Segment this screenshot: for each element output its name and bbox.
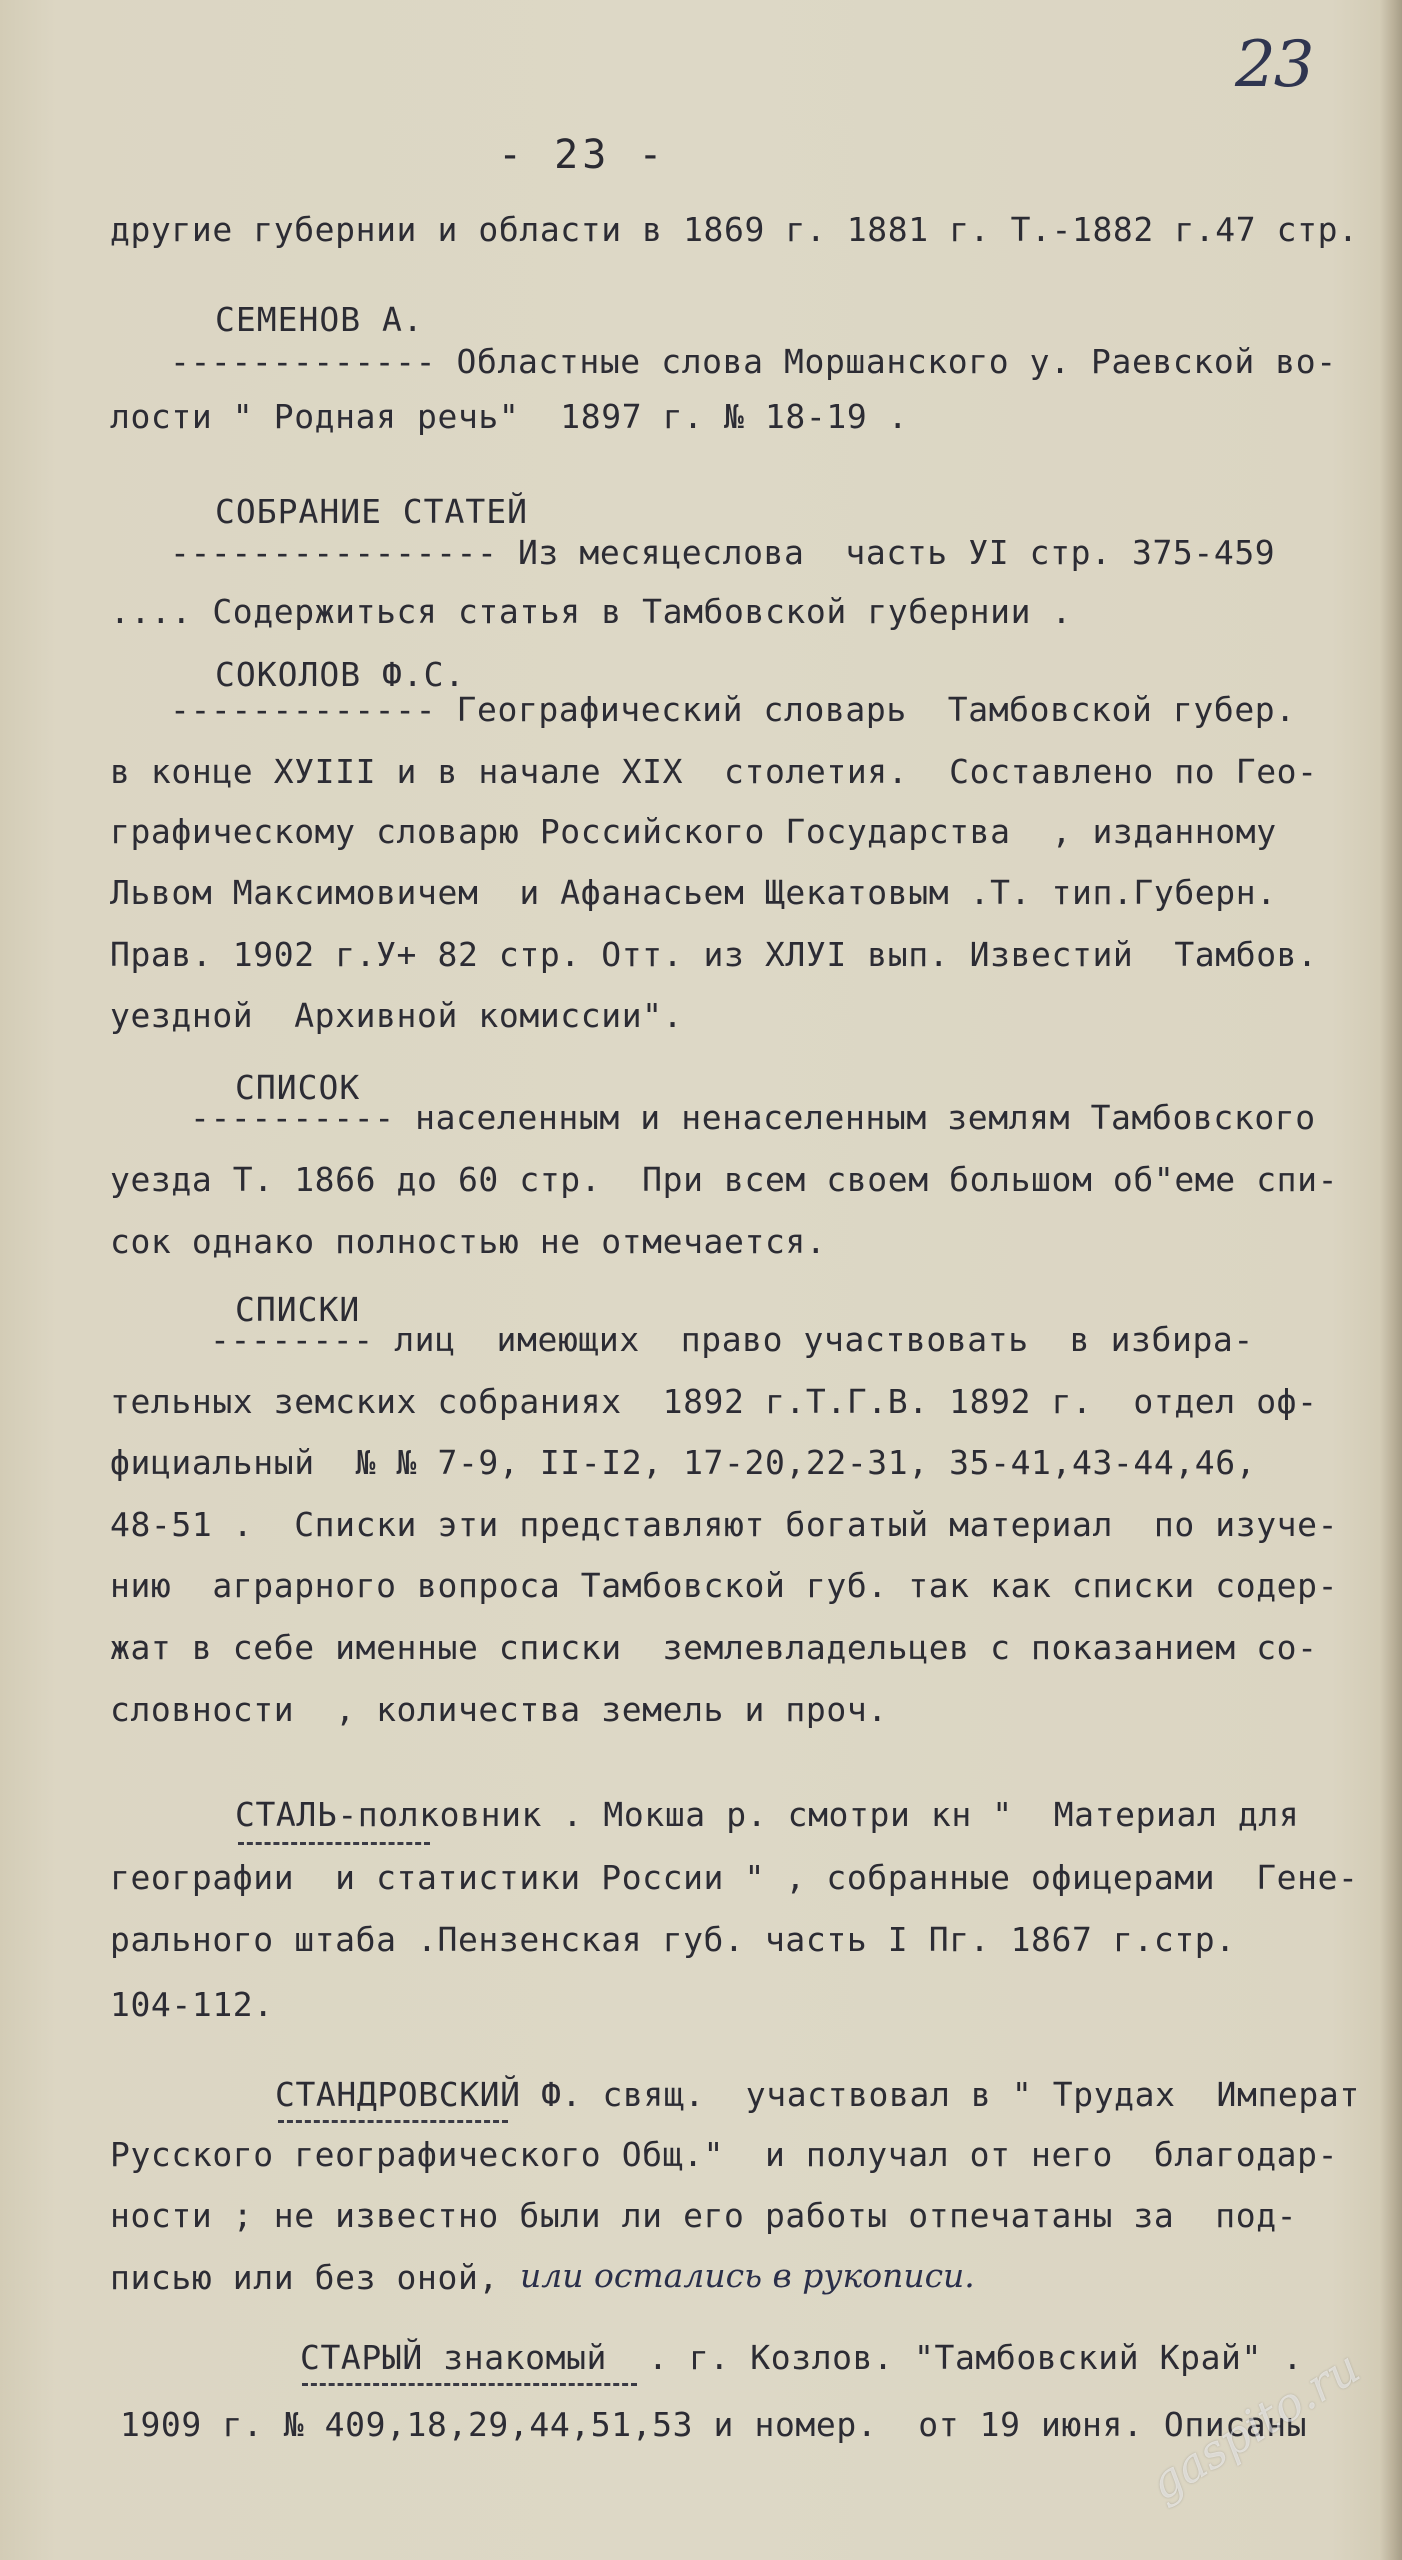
text-line: уезда Т. 1866 до 60 стр. При всем своем большом об"еме спи- xyxy=(110,1160,1339,1199)
text-line: тельных земских собраниях 1892 г.Т.Г.В. 1892 г. отдел оф- xyxy=(110,1382,1318,1421)
text-line: уездной Архивной комиссии". xyxy=(110,996,684,1035)
entry-heading-stary: СТАРЫЙ знакомый . г. Козлов. "Тамбовский Край" . xyxy=(300,2338,1303,2377)
text-line: .... Содержиться статья в Тамбовской губернии . xyxy=(110,592,1072,631)
text-line: ------------- Географический словарь Тамбовской губер. xyxy=(170,690,1296,729)
entry-heading-standrovsky: СТАНДРОВСКИЙ Ф. свящ. участвовал в " Трудах Императ xyxy=(275,2075,1360,2114)
text-line: рального штаба .Пензенская губ. часть I Пг. 1867 г.стр. xyxy=(110,1920,1236,1959)
entry-heading-stal: СТАЛЬ-полковник . Мокша р. смотри кн " Материал для xyxy=(235,1795,1300,1834)
watermark: gaspito.ru xyxy=(1140,2339,1369,2511)
text-line: Прав. 1902 г.У+ 82 стр. Отт. из ХЛУI вып. Известий Тамбов. xyxy=(110,935,1318,974)
handwritten-folio-number: 23 xyxy=(1235,28,1313,102)
entry-heading-spisok: СПИСОК xyxy=(235,1068,361,1107)
text-line: 1909 г. № 409,18,29,44,51,53 и номер. от 19 июня. Описаны xyxy=(120,2405,1308,2444)
text-line: Русского географического Общ." и получал от него благодар- xyxy=(110,2135,1339,2174)
text-line: в конце ХУIII и в начале XIX столетия. Составлено по Гео- xyxy=(110,752,1318,791)
entry-heading-sobranie: СОБРАНИЕ СТАТЕЙ xyxy=(215,492,529,531)
heading-underline xyxy=(238,1842,430,1845)
text-line: ности ; не известно были ли его работы отпечатаны за под- xyxy=(110,2196,1298,2235)
text-line: лости " Родная речь" 1897 г. № 18-19 . xyxy=(110,397,909,436)
text-line: жат в себе именные списки землевладельцев с показанием со- xyxy=(110,1628,1318,1667)
heading-underline xyxy=(278,2120,508,2123)
text-line: другие губернии и области в 1869 г. 1881 г. Т.-1882 г.47 стр. xyxy=(110,210,1359,249)
handwritten-note: или остались в рукописи. xyxy=(520,2256,975,2295)
text-line: -------- лиц имеющих право участвовать в избира- xyxy=(210,1320,1254,1359)
text-line: фициальный № № 7-9, II-I2, 17-20,22-31, 35-41,43-44,46, xyxy=(110,1443,1257,1482)
text-line: сок однако полностью не отмечается. xyxy=(110,1222,827,1261)
paper-edge-shadow xyxy=(1380,0,1402,2560)
entry-heading-sokolov: СОКОЛОВ Ф.С. xyxy=(215,655,466,694)
text-line: географии и статистики России " , собранные офицерами Гене- xyxy=(110,1858,1359,1897)
entry-heading-spiski: СПИСКИ xyxy=(235,1290,361,1329)
entry-heading-semenov: СЕМЕНОВ А. xyxy=(215,300,424,339)
text-line: нию аграрного вопроса Тамбовской губ. так как списки содер- xyxy=(110,1566,1339,1605)
text-line: Львом Максимовичем и Афанасьем Щекатовым .Т. тип.Губерн. xyxy=(110,873,1277,912)
text-line: ---------------- Из месяцеслова часть УI стр. 375-459 xyxy=(170,533,1276,572)
text-line: 104-112. xyxy=(110,1985,274,2024)
text-line: писью или без оной, xyxy=(110,2258,499,2297)
text-line: ---------- населенным и ненаселенным землям Тамбовского xyxy=(190,1098,1316,1137)
heading-underline xyxy=(302,2383,637,2386)
text-line: словности , количества земель и проч. xyxy=(110,1690,888,1729)
text-line: графическому словарю Российского Государства , изданному xyxy=(110,812,1277,851)
text-line: 48-51 . Списки эти представляют богатый материал по изуче- xyxy=(110,1505,1339,1544)
text-line: ------------- Областные слова Моршанского у. Раевской во- xyxy=(170,342,1337,381)
typed-page-number: - 23 - xyxy=(498,132,667,178)
